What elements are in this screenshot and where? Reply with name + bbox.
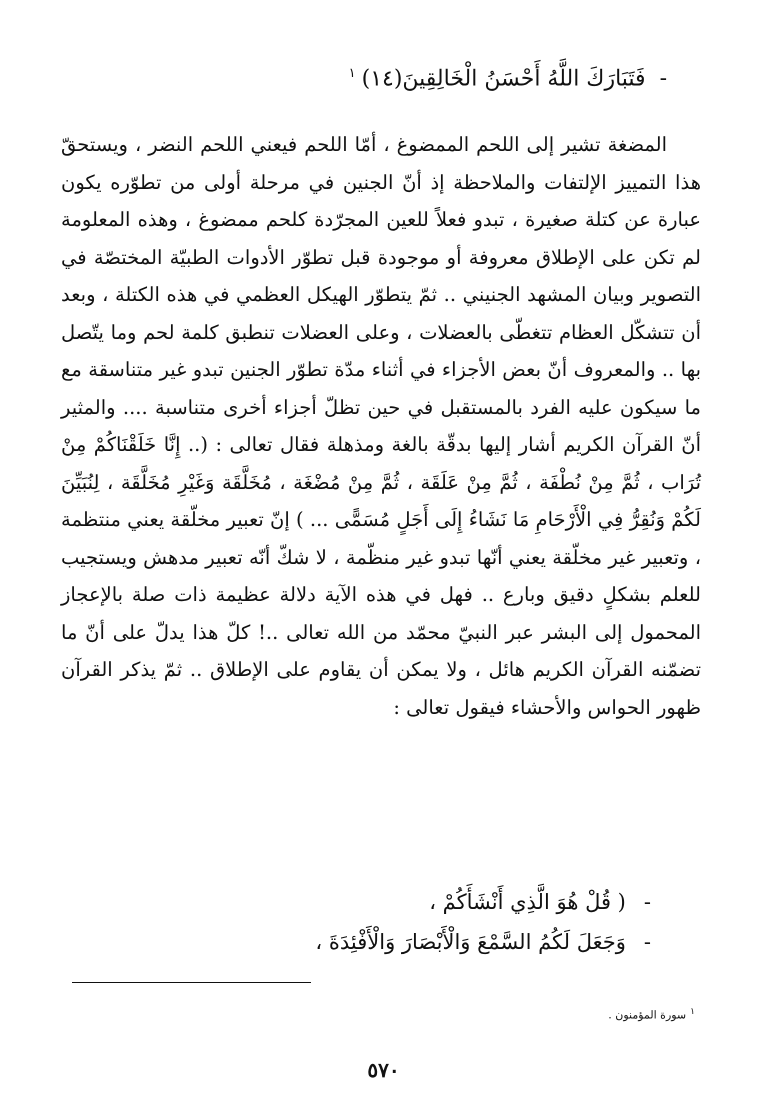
- verse-line-text: ( قُلْ هُوَ الَّذِي أَنْشَأَكُمْ ،: [429, 890, 626, 914]
- verse-line: [231, 882, 651, 922]
- verse-list: [231, 882, 651, 962]
- footnote-divider: [72, 982, 311, 983]
- body-paragraph: المضغة تشير إلى اللحم الممضوغ ، أمّا اللحم فيعني اللحم النضر ، ويستحقّ هذا التمييز الإلتفات والملاحظة إذ أنّ الجنين في مرحلة أولى من تطوّره يكون عبارة عن كتلة صغيرة ، تبدو فعلاً للعين المجرّدة كلحم ممضوغ ، وهذه المعلومة لم تكن على الإطلاق معروفة أو موجودة قبل تطوّر الأدوات الطبيّة المختصّة في التصوير وبيان المشهد الجنيني .. ثمّ يتطوّر الهيكل العظمي في هذه الكتلة ، وبعد أن تتشكّل العظام تتغطّى بالعضلات ، وعلى العضلات تنطبق كلمة لحم وما يتّصل بها .. والمعروف أنّ بعض الأجزاء في أثناء مدّة تطوّر الجنين تبدو غير متناسقة مع ما سيكون عليه الفرد بالمستقبل في حين تظلّ أجزاء أخرى متناسبة .... والمثير أنّ القرآن الكريم أشار إليها بدقّة بالغة ومذهلة فقال تعالى : (.. إِنَّا خَلَقْنَاكُمْ مِنْ تُرَاب ، ثُمَّ مِنْ نُطْفَة ، ثُمَّ مِنْ عَلَقَة ، ثُمَّ مِنْ مُضْغَة ، مُخَلَّقَة وَغَيْرِ مُخَلَّقَة ، لِنُبَيِّنَ لَكُمْ وَنُقِرُّ فِي الْأَرْحَامِ مَا نَشَاءُ إِلَى أَجَلٍ مُسَمًّى ... ) إنّ تعبير مخلّقة يعني منتظمة ، وتعبير غير مخلّقة يعني أنّها تبدو غير منظّمة ، لا شكّ أنّه تعبير مدهش ويستجيب للعلم بشكلٍ دقيق وبارع .. فهل في هذه الآية دلالة عظيمة ذات صلة بالإعجاز المحمول إلى البشر عبر النبيّ محمّد من الله تعالى ..! كلّ هذا يدلّ على أنّ ما تضمّنه القرآن الكريم هائل ، ولا يمكن أن يقاوم على الإطلاق .. ثمّ يذكر القرآن ظهور الحواس والأحشاء فيقول تعالى :: [61, 133, 701, 719]
- footnote-reference-mark: ١: [348, 66, 356, 81]
- footnote-mark: ١: [690, 1007, 695, 1017]
- verse-dash: -: [659, 66, 667, 92]
- footnote-text: سورة المؤمنون .: [608, 1008, 687, 1022]
- verse-line-text: وَجَعَلَ لَكُمُ السَّمْعَ وَالْأَبْصَارَ وَالْأَفْئِدَةَ ،: [315, 930, 626, 954]
- page-number: ٥٧٠: [367, 1058, 400, 1082]
- verse-dash: -: [643, 930, 651, 954]
- verse-dash: -: [643, 890, 651, 914]
- header-verse: [67, 58, 667, 95]
- footnote: [395, 1004, 695, 1024]
- header-verse-text: فَتَبَارَكَ اللَّهُ أَحْسَنُ الْخَالِقِينَ(١٤): [361, 66, 646, 92]
- body-text: [61, 126, 701, 726]
- verse-line: [231, 922, 651, 962]
